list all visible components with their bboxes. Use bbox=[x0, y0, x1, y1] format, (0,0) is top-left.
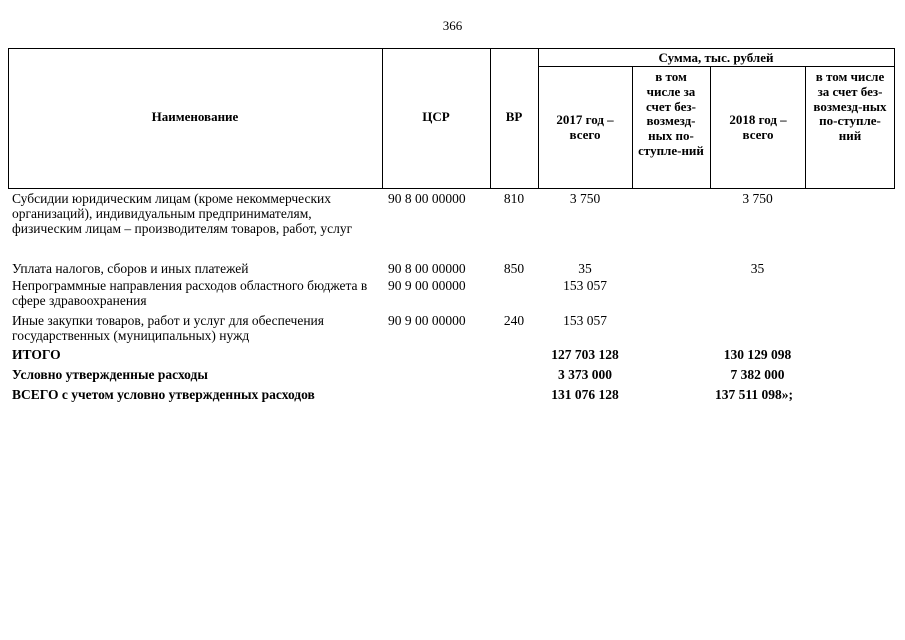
header-vr: ВР bbox=[505, 109, 523, 124]
total-label: ВСЕГО с учетом условно утвержденных расходов bbox=[12, 387, 315, 402]
total-2018: 130 129 098 bbox=[723, 347, 792, 362]
row-2017: 35 bbox=[578, 261, 592, 276]
row-vr: 240 bbox=[503, 313, 525, 328]
row-csr: 90 9 00 00000 bbox=[388, 313, 466, 328]
row-2018: 35 bbox=[750, 261, 765, 276]
total-label: ИТОГО bbox=[12, 347, 61, 362]
table-header-bottom bbox=[8, 188, 895, 189]
header-2018-total: 2018 год – всего bbox=[729, 112, 787, 142]
row-name: Уплата налогов, сборов и иных платежей bbox=[12, 261, 249, 276]
row-name: Непрограммные направления расходов областного бюджета в сфере здравоохранения bbox=[12, 278, 368, 308]
header-2017-free: в том числе за счет без-возмезд-ных по-ступле-ний bbox=[638, 69, 704, 158]
row-csr: 90 9 00 00000 bbox=[388, 278, 466, 293]
row-2018: 3 750 bbox=[742, 191, 773, 206]
row-vr: 850 bbox=[503, 261, 525, 276]
total-2018: 7 382 000 bbox=[730, 367, 785, 382]
row-vr: 810 bbox=[503, 191, 525, 206]
total-2017: 3 373 000 bbox=[558, 367, 612, 382]
sum-group-underline bbox=[538, 66, 895, 67]
col-divider-sum bbox=[538, 48, 539, 188]
page-number: 366 bbox=[442, 18, 463, 33]
header-2018-free: в том числе за счет без-возмезд-ных по-ступле-ний bbox=[813, 69, 887, 144]
total-label: Условно утвержденные расходы bbox=[12, 367, 208, 382]
row-name: Иные закупки товаров, работ и услуг для обеспечения государственных (муниципальных) нужд bbox=[12, 313, 324, 343]
total-2017: 127 703 128 bbox=[551, 347, 619, 362]
row-csr: 90 8 00 00000 bbox=[388, 261, 466, 276]
total-2018: 137 511 098»; bbox=[715, 387, 794, 402]
row-csr: 90 8 00 00000 bbox=[388, 191, 466, 206]
header-csr: ЦСР bbox=[422, 109, 450, 124]
col-divider-2017-free bbox=[632, 66, 633, 188]
header-sum-group: Сумма, тыс. рублей bbox=[658, 50, 774, 65]
header-name: Наименование bbox=[151, 109, 239, 124]
row-2017: 153 057 bbox=[563, 278, 607, 293]
header-2017-total: 2017 год – всего bbox=[556, 112, 614, 142]
col-divider-2018-free bbox=[805, 66, 806, 188]
col-divider-right bbox=[894, 48, 895, 188]
row-name: Субсидии юридическим лицам (кроме некоммерческих организаций), индивидуальным предпринимателям, физическим лицам – производителям товаров, работ, услуг bbox=[12, 191, 353, 236]
row-2017: 3 750 bbox=[569, 191, 601, 206]
table-border-top bbox=[8, 48, 895, 49]
row-2017: 153 057 bbox=[563, 313, 607, 328]
total-2017: 131 076 128 bbox=[551, 387, 619, 402]
col-divider-2018-total bbox=[710, 66, 711, 188]
